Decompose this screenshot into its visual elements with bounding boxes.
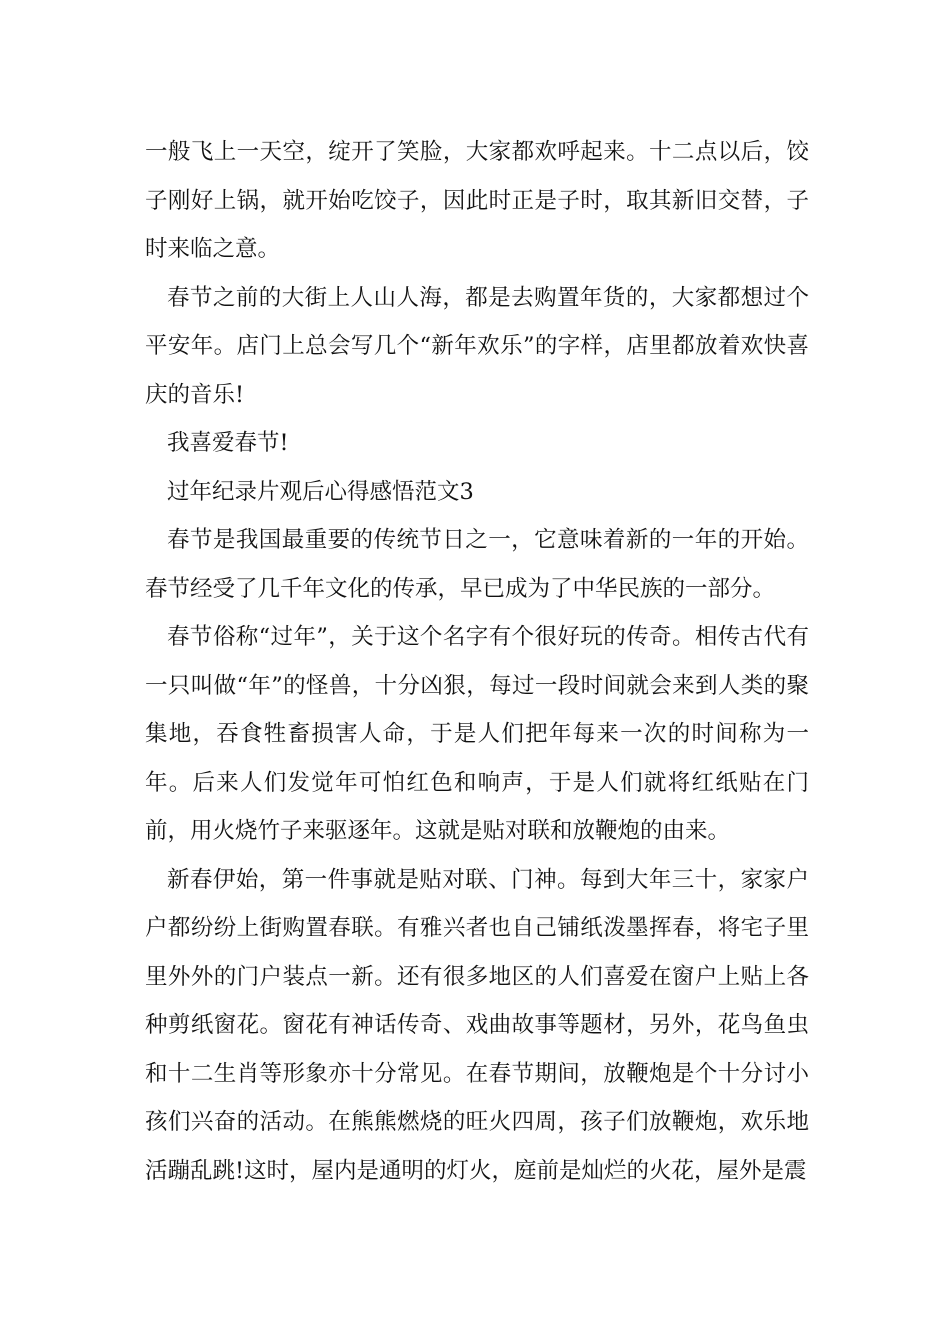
paragraph-6: 新春伊始，第一件事就是贴对联、门神。每到大年三十，家家户户都纷纷上街购置春联。有雅兴者也自己铺纸泼墨挥春，将宅子里里外外的门户装点一新。还有很多地区的人们喜爱在窗户上贴上各种剪纸窗花。窗花有神话传奇、戏曲故事等题材，另外，花鸟鱼虫和十二生肖等形象亦十分常见。在春节期间，放鞭炮是个十分讨小孩们兴奋的活动。在熊熊燃烧的旺火四周，孩子们放鞭炮，欢乐地活蹦乱跳!这时，屋内是通明的灯火，庭前是灿烂的火花，屋外是震 bbox=[145, 866, 809, 1184]
section-heading: 过年纪录片观后心得感悟范文3 bbox=[167, 478, 474, 505]
paragraph-3: 我喜爱春节! bbox=[167, 430, 289, 456]
paragraph-1: 一般飞上一天空，绽开了笑脸，大家都欢呼起来。十二点以后，饺子刚好上锅，就开始吃饺子，因此时正是子时，取其新旧交替，子时来临之意。 bbox=[145, 139, 809, 262]
paragraph-4: 春节是我国最重要的传统节日之一，它意味着新的一年的开始。春节经受了几千年文化的传承，早已成为了中华民族的一部分。 bbox=[145, 527, 809, 602]
paragraph-2: 春节之前的大街上人山人海，都是去购置年货的，大家都想过个平安年。店门上总会写几个“新年欢乐”的字样，店里都放着欢快喜庆的音乐! bbox=[145, 284, 809, 408]
paragraph-5: 春节俗称“过年”，关于这个名字有个很好玩的传奇。相传古代有一只叫做“年”的怪兽，十分凶狠，每过一段时间就会来到人类的聚集地，吞食牲畜损害人命，于是人们把年每来一次的时间称为一年。后来人们发觉年可怕红色和响声，于是人们就将红纸贴在门前，用火烧竹子来驱逐年。这就是贴对联和放鞭炮的由来。 bbox=[145, 624, 809, 844]
document-body bbox=[145, 128, 809, 1195]
